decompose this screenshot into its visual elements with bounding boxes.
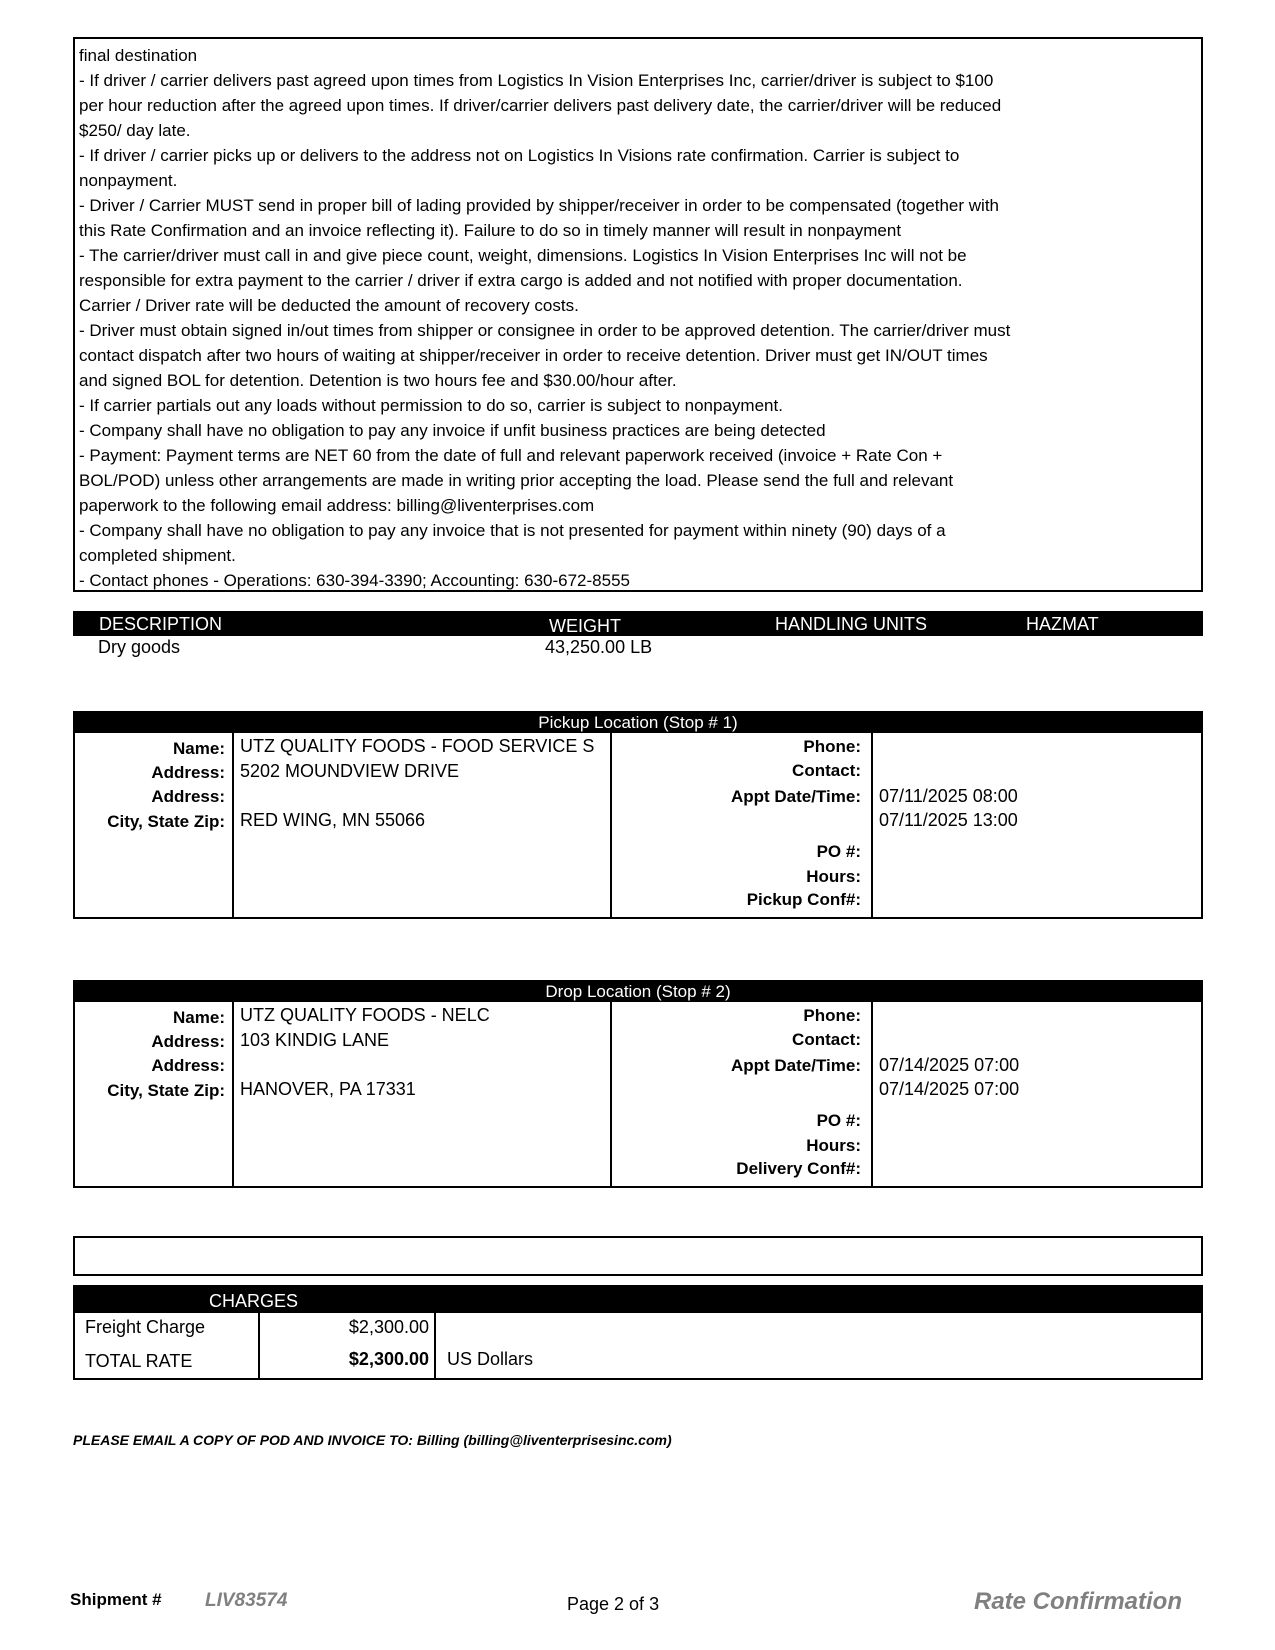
page-number: Page 2 of 3 (567, 1594, 660, 1614)
address-label: Address: (151, 763, 225, 782)
cargo-weight: 43,250.00 LB (545, 637, 653, 657)
city-state-zip-label: City, State Zip: (107, 1081, 225, 1100)
phone-label: Phone: (803, 737, 861, 756)
appt-date-time-label: Appt Date/Time: (730, 787, 861, 806)
email-instructions: PLEASE EMAIL A COPY OF POD AND INVOICE TO: Billing (billing@liventerprisesinc.com) (73, 1432, 672, 1448)
terms-line: paperwork to the following email address: billing@liventerprises.com (79, 496, 595, 515)
terms-line: - Driver / Carrier MUST send in proper bill of lading provided by shipper/receiver in order to be compensated (together with (79, 196, 1000, 215)
description-header: DESCRIPTION (99, 614, 223, 634)
po-label: PO #: (816, 842, 861, 861)
appt-date-time-label: Appt Date/Time: (730, 1056, 861, 1075)
terms-line: completed shipment. (79, 546, 236, 565)
terms-line: final destination (79, 46, 198, 65)
divider (258, 1313, 260, 1378)
address-label: Address: (151, 1032, 225, 1051)
address-label: Address: (151, 1056, 225, 1075)
phone-label: Phone: (803, 1006, 861, 1025)
terms-line: - If carrier partials out any loads without permission to do so, carrier is subject to nonpayment. (79, 396, 783, 415)
pickup-location-box (73, 711, 1203, 919)
drop-appt-end: 07/14/2025 07:00 (879, 1079, 1020, 1099)
po-label: PO #: (816, 1111, 861, 1130)
divider (871, 1002, 873, 1186)
pickup-address: 5202 MOUNDVIEW DRIVE (240, 761, 460, 781)
cargo-table-header (73, 611, 1203, 636)
shipment-id: LIV83574 (205, 1590, 288, 1611)
total-rate-label: TOTAL RATE (85, 1351, 193, 1371)
pickup-location-title: Pickup Location (Stop # 1) (75, 713, 1201, 733)
hazmat-header: HAZMAT (1026, 614, 1099, 634)
terms-line: contact dispatch after two hours of waiting at shipper/receiver in order to receive detention. Driver must get IN/OUT times (79, 346, 988, 365)
cargo-description: Dry goods (98, 637, 181, 657)
weight-header: WEIGHT (549, 616, 621, 636)
contact-label: Contact: (792, 761, 861, 780)
terms-line: this Rate Confirmation and an invoice reflecting it). Failure to do so in timely manner will result in nonpayment (79, 221, 902, 240)
freight-charge-amount: $2,300.00 (348, 1317, 429, 1337)
name-label: Name: (173, 1008, 225, 1027)
terms-line: - Payment: Payment terms are NET 60 from the date of full and relevant paperwork received (invoice + Rate Con + (79, 446, 943, 465)
pickup-name: UTZ QUALITY FOODS - FOOD SERVICE S (240, 736, 595, 756)
city-state-zip-label: City, State Zip: (107, 812, 225, 831)
pickup-appt-start: 07/11/2025 08:00 (879, 786, 1018, 806)
shipment-label: Shipment # (70, 1590, 162, 1609)
address-label: Address: (151, 787, 225, 806)
terms-line: BOL/POD) unless other arrangements are made in writing prior accepting the load. Please send the full and relevant (79, 471, 954, 490)
total-rate-amount: $2,300.00 (348, 1349, 429, 1369)
drop-name: UTZ QUALITY FOODS - NELC (240, 1005, 490, 1025)
divider (871, 733, 873, 917)
charges-title: CHARGES (209, 1291, 299, 1311)
terms-line: - If driver / carrier picks up or delivers to the address not on Logistics In Visions rate confirmation. Carrier is subject to (79, 146, 960, 165)
contact-label: Contact: (792, 1030, 861, 1049)
charges-table (73, 1285, 1203, 1380)
name-label: Name: (173, 739, 225, 758)
notes-box (73, 1236, 1203, 1276)
drop-city-state-zip: HANOVER, PA 17331 (240, 1079, 416, 1099)
divider (434, 1313, 436, 1378)
divider (610, 1002, 612, 1186)
divider (610, 733, 612, 917)
terms-line: - Contact phones - Operations: 630-394-3390; Accounting: 630-672-8555 (79, 571, 630, 590)
hours-label: Hours: (806, 867, 861, 886)
currency-label: US Dollars (447, 1349, 534, 1369)
document-title: Rate Confirmation (973, 1588, 1182, 1615)
terms-line: - The carrier/driver must call in and give piece count, weight, dimensions. Logistics In Vision Enterprises Inc will not be (79, 246, 967, 265)
terms-line: and signed BOL for detention. Detention is two hours fee and $30.00/hour after. (79, 371, 677, 390)
terms-line: - Driver must obtain signed in/out times from shipper or consignee in order to be approved detention. The carrier/driver must (79, 321, 1011, 340)
handling-units-header: HANDLING UNITS (775, 614, 928, 634)
divider (232, 1002, 234, 1186)
drop-address: 103 KINDIG LANE (240, 1030, 390, 1050)
terms-line: Carrier / Driver rate will be deducted the amount of recovery costs. (79, 296, 579, 315)
divider (232, 733, 234, 917)
terms-line: per hour reduction after the agreed upon times. If driver/carrier delivers past delivery date, the carrier/driver will be reduced (79, 96, 1002, 115)
terms-line: - Company shall have no obligation to pay any invoice that is not presented for payment within ninety (90) days of a (79, 521, 946, 540)
drop-location-box (73, 980, 1203, 1188)
terms-line: - If driver / carrier delivers past agreed upon times from Logistics In Vision Enterprises Inc, carrier/driver is subject to $100 (79, 71, 994, 90)
freight-charge-label: Freight Charge (85, 1317, 206, 1337)
delivery-conf-label: Delivery Conf#: (736, 1159, 861, 1178)
pickup-conf-label: Pickup Conf#: (746, 890, 861, 909)
drop-location-title: Drop Location (Stop # 2) (75, 982, 1201, 1002)
terms-line: responsible for extra payment to the carrier / driver if extra cargo is added and not notified with proper documentation. (79, 271, 963, 290)
hours-label: Hours: (806, 1136, 861, 1155)
terms-line: nonpayment. (79, 171, 178, 190)
pickup-city-state-zip: RED WING, MN 55066 (240, 810, 426, 830)
pickup-appt-end: 07/11/2025 13:00 (879, 810, 1018, 830)
terms-line: - Company shall have no obligation to pay any invoice if unfit business practices are being detected (79, 421, 826, 440)
charges-header (75, 1287, 1201, 1313)
drop-appt-start: 07/14/2025 07:00 (879, 1055, 1020, 1075)
terms-line: $250/ day late. (79, 121, 191, 140)
terms-box (73, 37, 1203, 592)
